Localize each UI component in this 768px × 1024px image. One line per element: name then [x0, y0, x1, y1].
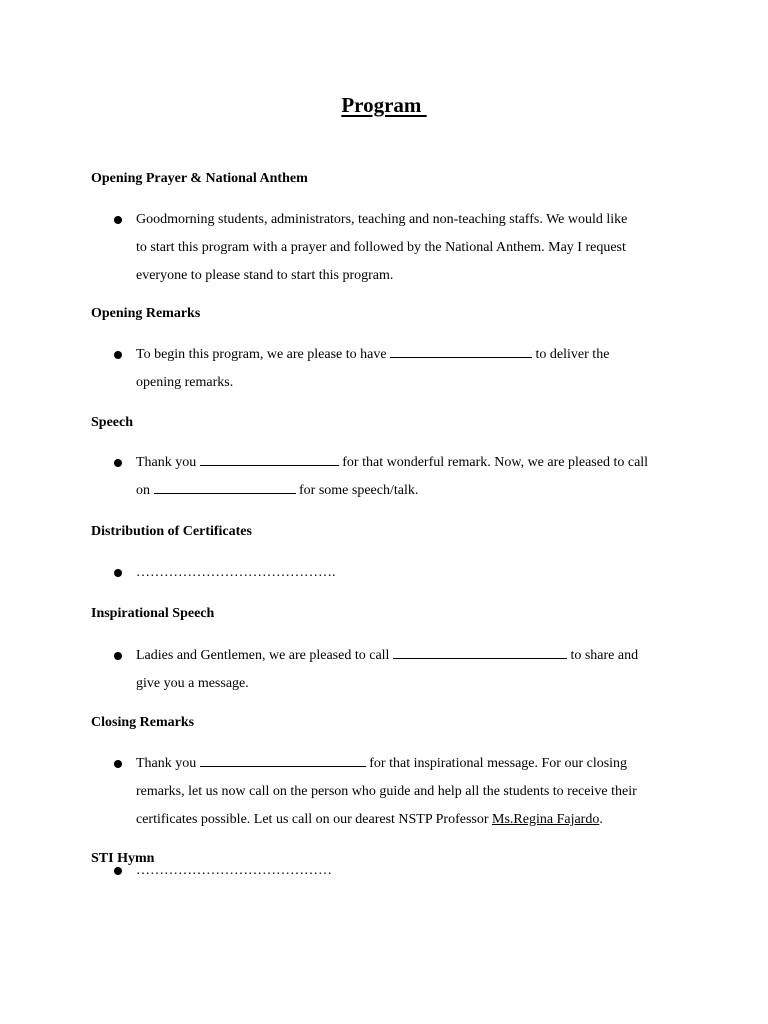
heading-distribution-certificates: Distribution of Certificates	[91, 524, 252, 539]
text-segment: for some speech/talk.	[295, 483, 419, 498]
bullet-icon	[114, 351, 122, 359]
text-line	[136, 449, 696, 477]
text-line: give you a message.	[136, 676, 249, 691]
text-line	[136, 806, 696, 834]
text-segment: To begin this program, we are please to have	[136, 347, 391, 362]
text-line	[136, 477, 696, 505]
blank-line	[390, 343, 532, 358]
paragraph-distribution-certificates	[136, 559, 696, 587]
heading-inspirational-speech: Inspirational Speech	[91, 606, 215, 621]
page-title: Program	[341, 93, 427, 117]
paragraph-speech	[136, 449, 696, 505]
text-line: everyone to please stand to start this program.	[136, 268, 394, 283]
paragraph-opening-prayer	[136, 206, 696, 290]
text-segment: .	[599, 812, 603, 827]
text-line	[136, 341, 696, 369]
blank-line	[154, 479, 296, 494]
text-line: ……………………………………	[136, 863, 332, 878]
professor-name: Ms.Regina Fajardo	[492, 812, 600, 827]
blank-line	[200, 752, 366, 767]
text-line	[136, 642, 696, 670]
bullet-icon	[114, 867, 122, 875]
bullet-icon	[114, 569, 122, 577]
blank-line	[393, 644, 567, 659]
text-segment: for that inspirational message. For our closing	[365, 756, 628, 771]
text-line: …………………………………….	[136, 565, 336, 580]
bullet-icon	[114, 760, 122, 768]
bullet-icon	[114, 216, 122, 224]
text-segment: to share and	[566, 648, 639, 663]
paragraph-sti-hymn	[136, 857, 696, 885]
paragraph-closing-remarks	[136, 750, 696, 834]
text-segment: Thank you	[136, 455, 200, 470]
text-line: to start this program with a prayer and followed by the National Anthem. May I request	[136, 240, 626, 255]
text-segment: Thank you	[136, 756, 200, 771]
bullet-icon	[114, 652, 122, 660]
heading-closing-remarks: Closing Remarks	[91, 715, 195, 730]
text-segment: for that wonderful remark. Now, we are pleased to call	[338, 455, 649, 470]
heading-speech: Speech	[91, 415, 133, 430]
blank-line	[200, 451, 339, 466]
text-segment: Ladies and Gentlemen, we are pleased to call	[136, 648, 393, 663]
text-line	[136, 750, 696, 778]
text-segment: to deliver the	[532, 347, 610, 362]
bullet-icon	[114, 459, 122, 467]
paragraph-opening-remarks	[136, 341, 696, 397]
heading-opening-prayer: Opening Prayer & National Anthem	[91, 171, 308, 186]
text-segment: on	[136, 483, 154, 498]
text-line: opening remarks.	[136, 375, 234, 390]
heading-opening-remarks: Opening Remarks	[91, 306, 201, 321]
text-line: remarks, let us now call on the person who guide and help all the students to receive their	[136, 784, 637, 799]
paragraph-inspirational-speech	[136, 642, 696, 698]
text-segment: certificates possible. Let us call on our dearest NSTP Professor	[136, 812, 493, 827]
text-line: Goodmorning students, administrators, teaching and non-teaching staffs. We would like	[136, 212, 628, 227]
heading-sti-hymn: STI Hymn	[91, 851, 155, 866]
